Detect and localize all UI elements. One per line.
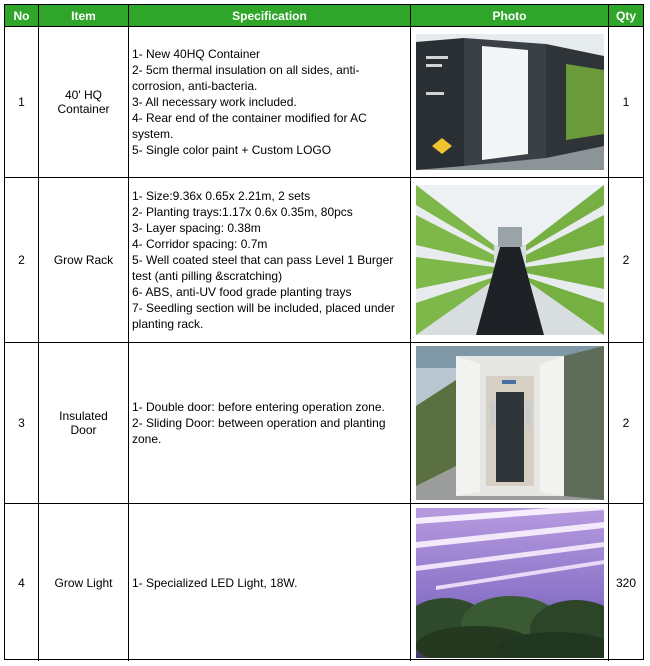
photo-cell — [411, 178, 609, 342]
header-item: Item — [39, 5, 129, 26]
photo-cell — [411, 27, 609, 177]
spec-line: 5- Well coated steel that can pass Level 1 Burger test (anti pilling &scratching) — [132, 253, 394, 283]
spec-line: 4- Rear end of the container modified for AC system. — [132, 111, 367, 141]
spec-line: 1- Specialized LED Light, 18W. — [132, 575, 298, 590]
row-number: 2 — [5, 178, 39, 342]
spec-line: 2- Sliding Door: between operation and planting zone. — [132, 416, 386, 446]
item-name — [39, 178, 129, 342]
insulated-door-photo — [416, 346, 604, 500]
item-name-line: Grow Light — [54, 575, 113, 590]
spec-table — [4, 4, 644, 660]
spec-line: 3- Layer spacing: 0.38m — [132, 221, 261, 235]
item-name-line: Door — [70, 423, 97, 437]
item-name — [39, 343, 129, 503]
photo-cell — [411, 504, 609, 661]
item-name-line: 40' HQ — [65, 88, 102, 102]
specification — [129, 27, 411, 177]
table-row — [5, 27, 643, 178]
specification — [129, 178, 411, 342]
item-name-line: Insulated — [59, 409, 108, 423]
row-number: 1 — [5, 27, 39, 177]
quantity: 320 — [615, 575, 637, 590]
container-exterior-photo — [416, 34, 604, 170]
spec-line: 1- New 40HQ Container — [132, 47, 261, 61]
item-name-line: Grow Rack — [53, 253, 114, 267]
spec-line: 1- Size:9.36x 0.65x 2.21m, 2 sets — [132, 189, 311, 203]
spec-line: 1- Double door: before entering operation zone. — [132, 400, 385, 414]
header-photo: Photo — [411, 5, 609, 26]
table-row — [5, 343, 643, 504]
item-name-line: Container — [57, 102, 110, 116]
row-number: 3 — [5, 343, 39, 503]
grow-light-photo — [416, 508, 604, 658]
grow-rack-photo — [416, 185, 604, 335]
table-header — [5, 5, 643, 27]
quantity: 1 — [622, 95, 630, 109]
spec-line: 5- Single color paint + Custom LOGO — [132, 143, 332, 157]
item-name — [39, 27, 129, 177]
quantity: 2 — [622, 416, 630, 430]
table-row — [5, 504, 643, 661]
header-no: No — [5, 5, 39, 26]
spec-line: 2- 5cm thermal insulation on all sides, anti-corrosion, anti-bacteria. — [132, 63, 360, 93]
item-name — [39, 504, 129, 661]
header-qty: Qty — [609, 5, 643, 26]
specification — [129, 343, 411, 503]
spec-line: 2- Planting trays:1.17x 0.6x 0.35m, 80pcs — [132, 205, 353, 219]
specification — [129, 504, 411, 661]
spec-line: 7- Seedling section will be included, placed under planting rack. — [132, 301, 395, 331]
row-number: 4 — [5, 504, 39, 661]
photo-cell — [411, 343, 609, 503]
spec-line: 6- ABS, anti-UV food grade planting trays — [132, 285, 352, 299]
spec-line: 4- Corridor spacing: 0.7m — [132, 237, 268, 251]
table-row — [5, 178, 643, 343]
spec-line: 3- All necessary work included. — [132, 95, 297, 109]
quantity: 2 — [622, 253, 630, 267]
header-specification: Specification — [129, 5, 411, 26]
